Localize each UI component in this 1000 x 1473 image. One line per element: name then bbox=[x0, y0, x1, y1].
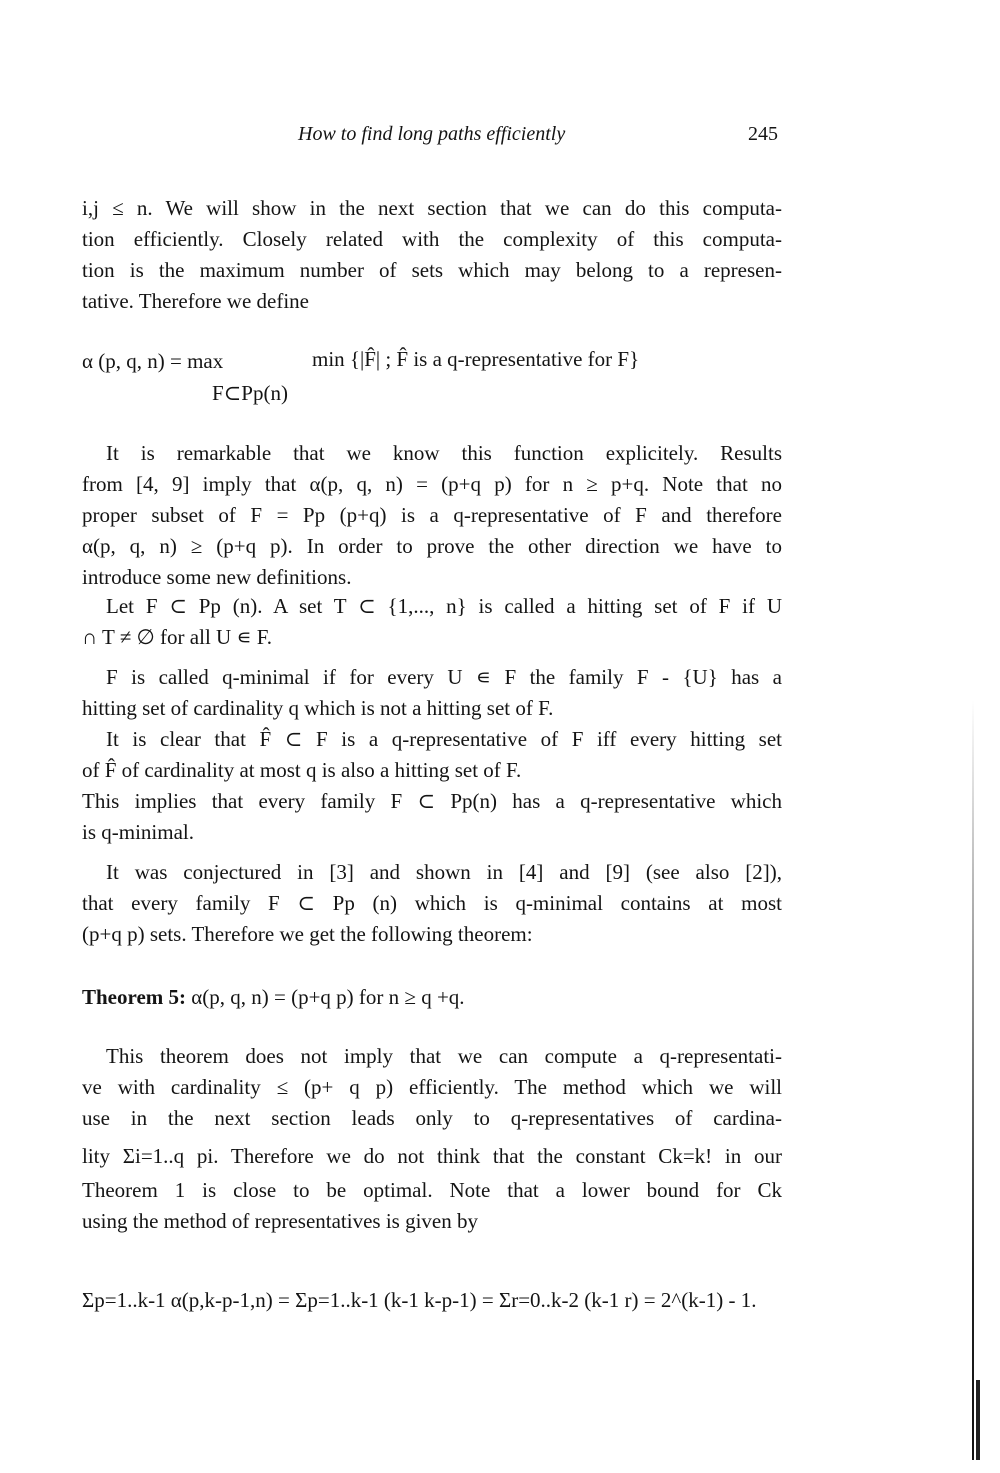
text-line: It is clear that F̂ ⊂ F is a q-representative of F iff every hitting set bbox=[106, 727, 782, 751]
text-line: ∩ T ≠ ∅ for all U ∊ F. bbox=[82, 625, 273, 649]
text-line: is q-minimal. bbox=[82, 820, 194, 844]
text-line: of F̂ of cardinality at most q is also a hitting set of F. bbox=[82, 758, 522, 782]
running-title: How to find long paths efficiently bbox=[298, 123, 566, 145]
text-line: It is remarkable that we know this function explicitely. Results bbox=[106, 441, 782, 465]
text-line: i,j ≤ n. We will show in the next section that we can do this computa- bbox=[82, 196, 782, 220]
theorem-statement bbox=[82, 987, 465, 1008]
page-edge-shadow bbox=[976, 1380, 980, 1460]
text-line: using the method of representatives is given by bbox=[82, 1209, 478, 1233]
theorem-text: α(p, q, n) = (p+q p) for n ≥ q +q. bbox=[191, 985, 465, 1009]
alpha-definition-min: min {|F̂| ; F̂ is a q-representative for F} bbox=[312, 347, 640, 371]
page-edge-shadow bbox=[972, 700, 974, 1460]
text-line: hitting set of cardinality q which is not a hitting set of F. bbox=[82, 696, 554, 720]
text-line: lity Σi=1..q pi. Therefore we do not think that the constant Ck=k! in our bbox=[82, 1144, 782, 1168]
text-line: It was conjectured in [3] and shown in [4] and [9] (see also [2]), bbox=[106, 860, 782, 884]
page-number: 245 bbox=[748, 123, 778, 145]
text-line: F is called q-minimal if for every U ∊ F the family F - {U} has a bbox=[106, 665, 782, 689]
text-line: Theorem 1 is close to be optimal. Note that a lower bound for Ck bbox=[82, 1178, 782, 1202]
text-line: ve with cardinality ≤ (p+ q p) efficiently. The method which we will bbox=[82, 1075, 782, 1099]
text-line: use in the next section leads only to q-representatives of cardina- bbox=[82, 1106, 782, 1130]
text-line: This implies that every family F ⊂ Pp(n) has a q-representative which bbox=[82, 789, 782, 813]
text-line: tion efficiently. Closely related with the complexity of this computa- bbox=[82, 227, 782, 251]
text-line: introduce some new definitions. bbox=[82, 565, 352, 589]
final-formula: Σp=1..k-1 α(p,k-p-1,n) = Σp=1..k-1 (k-1 k-p-1) = Σr=0..k-2 (k-1 r) = 2^(k-1) - 1. bbox=[82, 1288, 757, 1312]
text-line: This theorem does not imply that we can compute a q-representati- bbox=[106, 1044, 782, 1068]
text-line: tative. Therefore we define bbox=[82, 289, 309, 313]
text-line: that every family F ⊂ Pp (n) which is q-minimal contains at most bbox=[82, 891, 782, 915]
text-line: α(p, q, n) ≥ (p+q p). In order to prove the other direction we have to bbox=[82, 534, 782, 558]
theorem-label: Theorem 5: bbox=[82, 985, 187, 1009]
text-line: Let F ⊂ Pp (n). A set T ⊂ {1,..., n} is called a hitting set of F if U bbox=[106, 594, 782, 618]
text-line: from [4, 9] imply that α(p, q, n) = (p+q p) for n ≥ p+q. Note that no bbox=[82, 472, 782, 496]
text-line: proper subset of F = Pp (p+q) is a q-representative of F and therefore bbox=[82, 503, 782, 527]
text-line: (p+q p) sets. Therefore we get the following theorem: bbox=[82, 922, 533, 946]
alpha-definition-lhs: α (p, q, n) = max bbox=[82, 349, 224, 373]
text-line: tion is the maximum number of sets which may belong to a represen- bbox=[82, 258, 782, 282]
alpha-definition-subscript: F⊂Pp(n) bbox=[212, 381, 288, 405]
